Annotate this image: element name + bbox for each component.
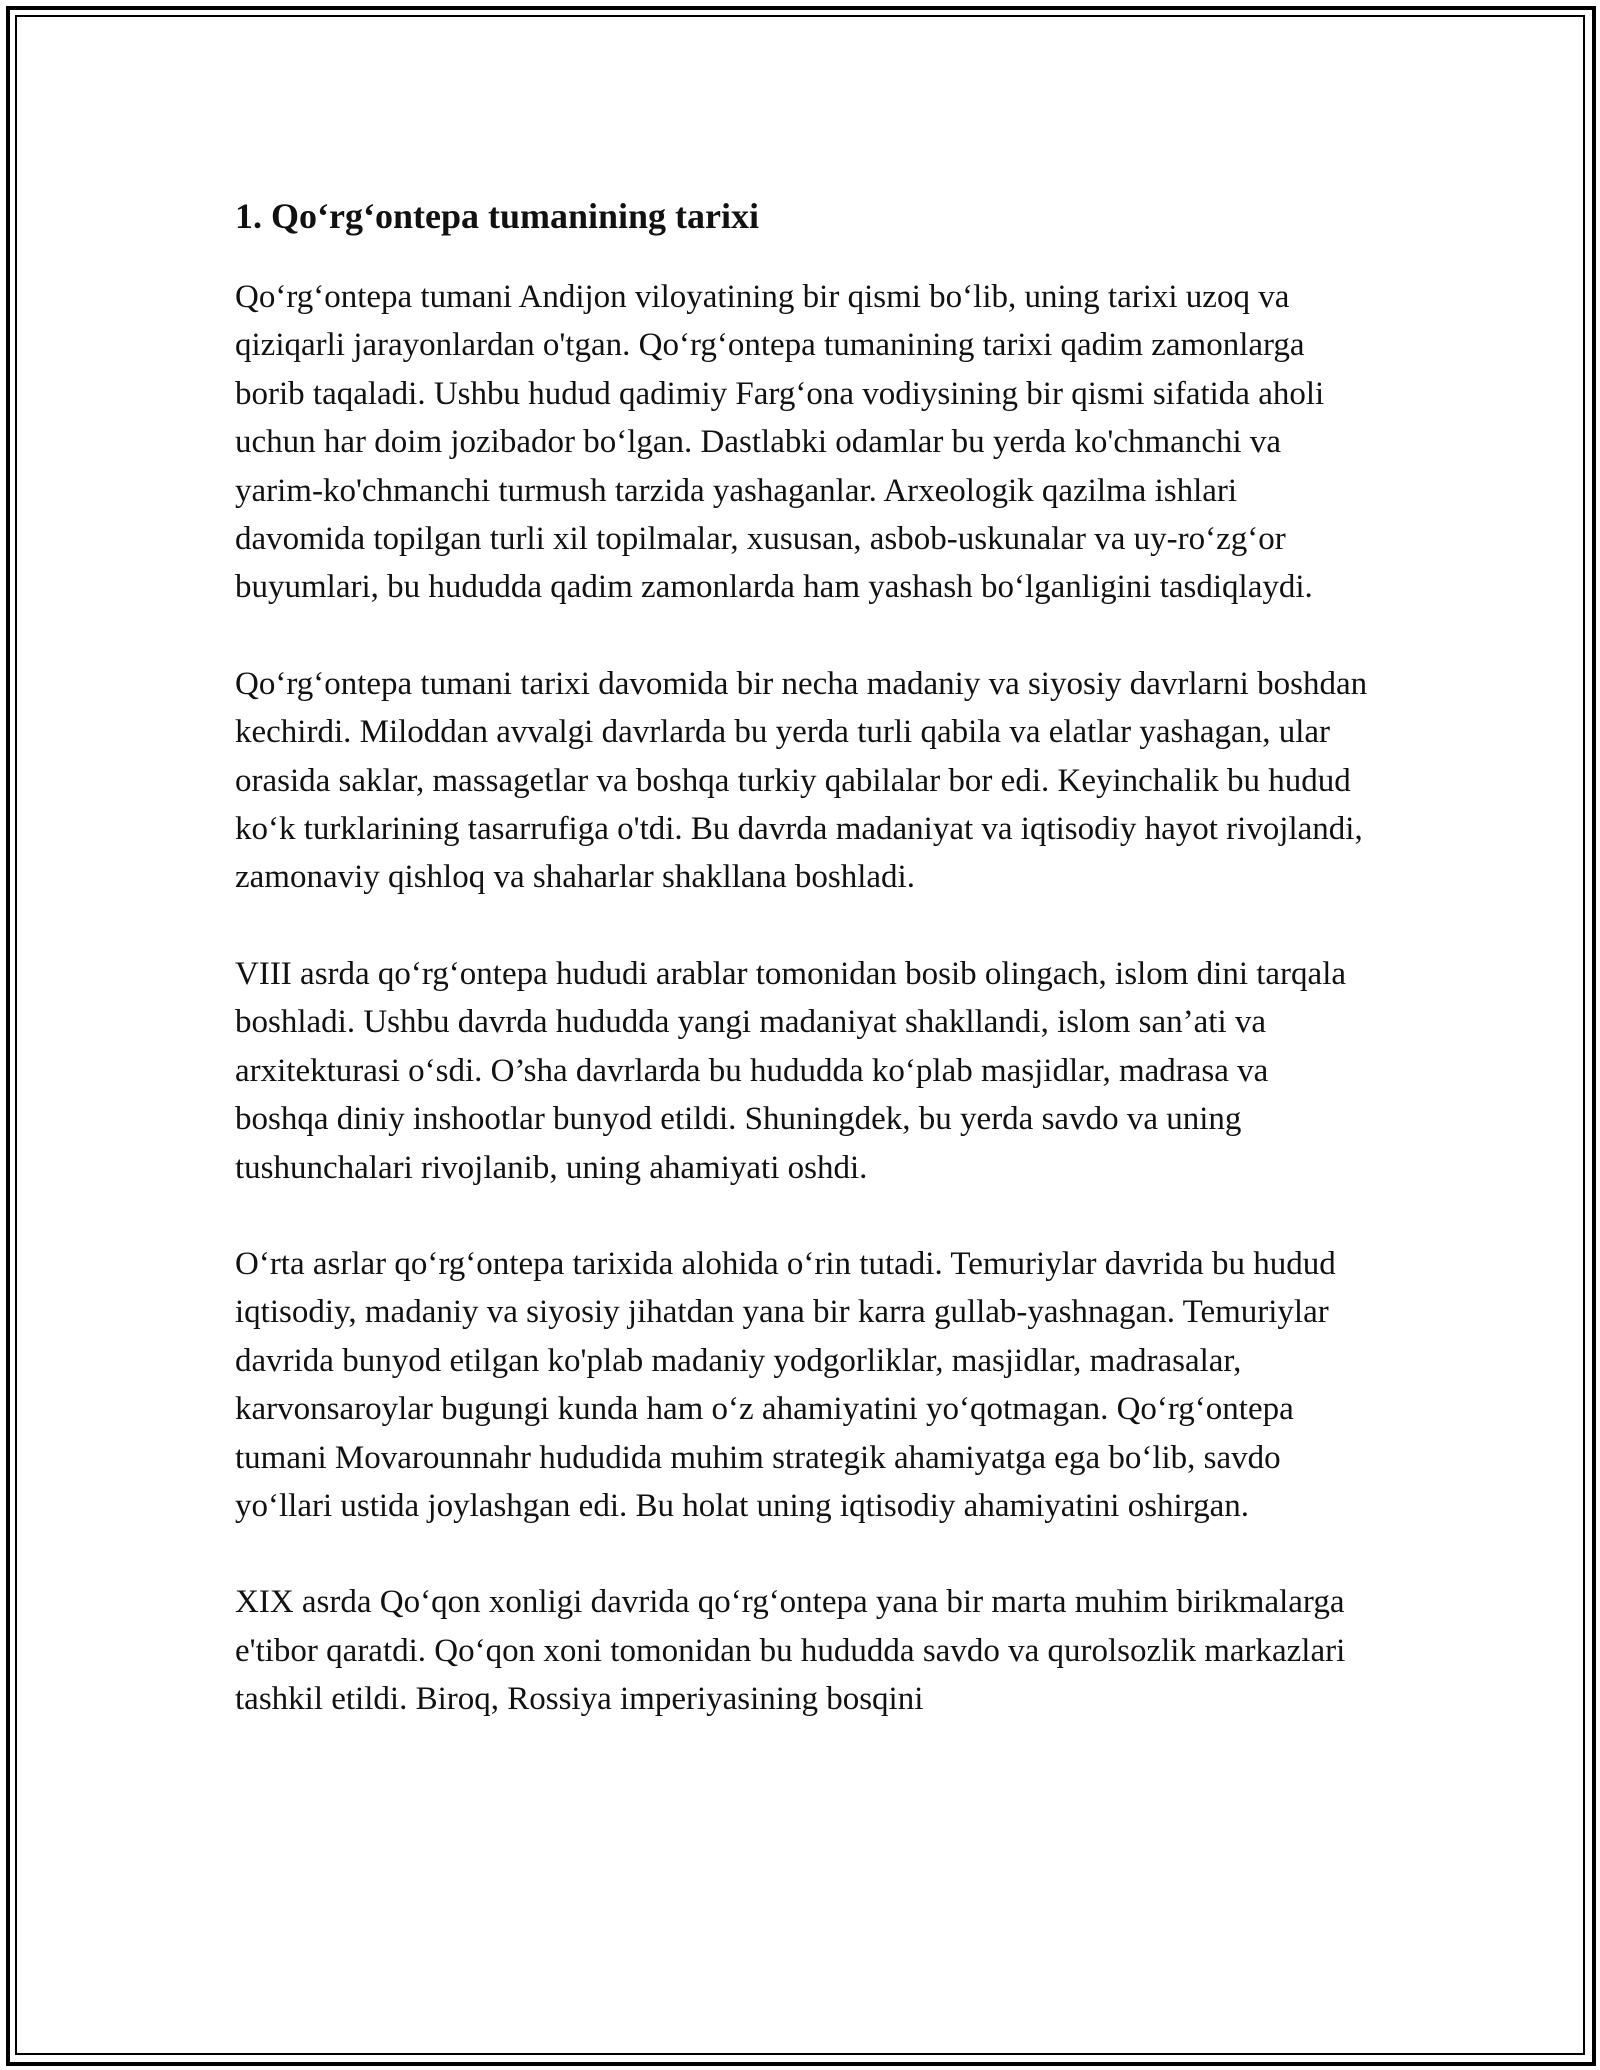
paragraph-1: Qo‘rg‘ontepa tumani Andijon viloyatining bir qismi bo‘lib, uning tarixi uzoq va qiziqarli jarayonlardan o'tgan. Qo‘rg‘ontepa tumanining tarixi qadim zamonlarga borib taqaladi. Ushbu hudud qadimiy Farg‘ona vodiysining bir qismi sifatida aholi uchun har doim jozibador bo‘lgan. Dastlabki odamlar bu yerda ko'chmanchi va yarim-ko'chmanchi turmush tarzida yashaganlar. Arxeologik qazilma ishlari davomida topilgan turli xil topilmalar, xususan, asbob-uskunalar va uy-ro‘zg‘or buyumlari, bu hududda qadim zamonlarda ham yashash bo‘lganligini tasdiqlaydi. [235, 279, 1325, 606]
paragraph-2: Qo‘rg‘ontepa tumani tarixi davomida bir necha madaniy va siyosiy davrlarni boshdan kechirdi. Miloddan avvalgi davrlarda bu yerda turli qabila va elatlar yashagan, ular orasida saklar, massagetlar va boshqa turkiy qabilalar bor edi. Keyinchalik bu hudud ko‘k turklarining tasarrufiga o'tdi. Bu davrda madaniyat va iqtisodiy hayot rivojlandi, zamonaviy qishloq va shaharlar shakllana boshladi. [235, 665, 1368, 896]
paragraph-5: XIX asrda Qo‘qon xonligi davrida qo‘rg‘ontepa yana bir marta muhim birikmalarga e'tibor qaratdi. Qo‘qon xoni tomonidan bu hududda savdo va qurolsozlik markazlari tashkil etildi. Biroq, Rossiya imperiyasining bosqini [235, 1584, 1346, 1718]
section-heading: 1. Qo‘rg‘ontepa tumanining tarixi [235, 196, 760, 236]
paragraph-3: VIII asrda qo‘rg‘ontepa hududi arablar tomonidan bosib olingach, islom dini tarqala boshladi. Ushbu davrda hududda yangi madaniyat shakllandi, islom san’ati va arxitekturasi o‘sdi. O’sha davrlarda bu hududda ko‘plab masjidlar, madrasa va boshqa diniy inshootlar bunyod etildi. Shuningdek, bu yerda savdo va uning tushunchalari rivojlanib, uning ahamiyati oshdi. [235, 955, 1347, 1186]
document-body [235, 183, 1370, 1724]
paragraph-4: O‘rta asrlar qo‘rg‘ontepa tarixida alohida o‘rin tutadi. Temuriylar davrida bu hudud iqtisodiy, madaniy va siyosiy jihatdan yana bir karra gullab-yashnagan. Temuriylar davrida bunyod etilgan ko'plab madaniy yodgorliklar, masjidlar, madrasalar, karvonsaroylar bugungi kunda ham o‘z ahamiyatini yo‘qotmagan. Qo‘rg‘ontepa tumani Movarounnahr hududida muhim strategik ahamiyatga ega bo‘lib, savdo yo‘llari ustida joylashgan edi. Bu holat uning iqtisodiy ahamiyatini oshirgan. [235, 1245, 1336, 1524]
